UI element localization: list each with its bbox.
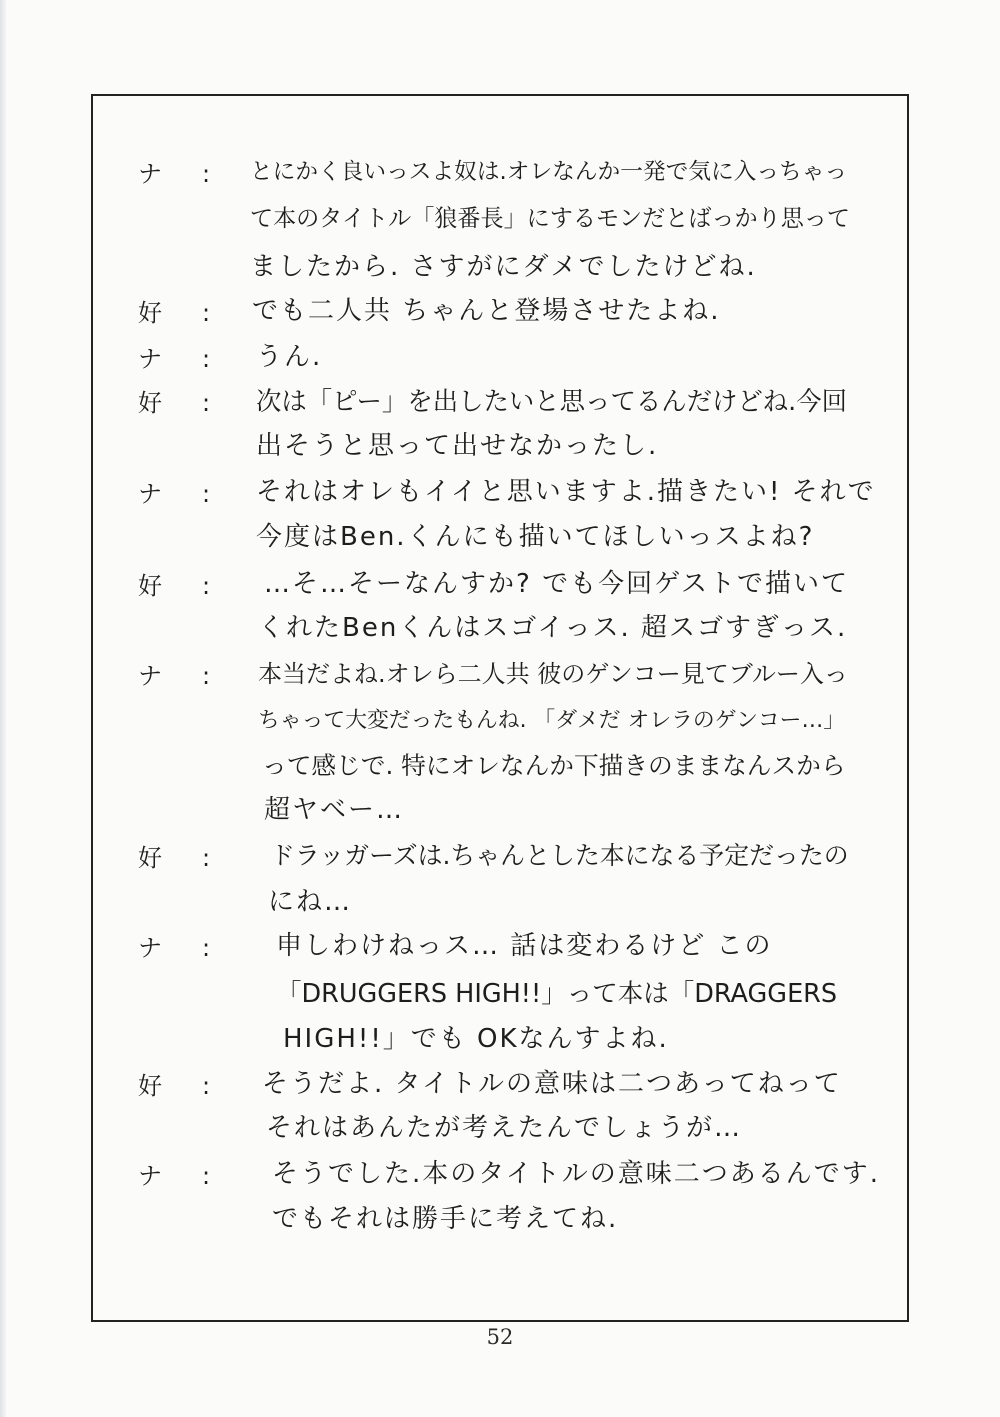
- dialogue-line: って感じで. 特にオレなんか下描きのままなんスから: [262, 751, 846, 780]
- dialogue-line: にね…: [268, 887, 353, 917]
- speaker-label: ナ: [138, 662, 162, 690]
- dialogue-line: 出そうと思って出せなかったし.: [256, 431, 659, 461]
- dialogue-line: …そ…そーなんすか? でも今回ゲストで描いて: [264, 569, 850, 599]
- dialogue-line: て本のタイトル「狼番長」にするモンだとばっかり思って: [250, 206, 850, 232]
- speaker-colon: :: [202, 844, 211, 872]
- speaker-colon: :: [202, 345, 211, 373]
- speaker-label: 好: [138, 1072, 162, 1100]
- speaker-label: ナ: [138, 934, 162, 962]
- dialogue-line: うん.: [256, 342, 323, 372]
- speaker-colon: :: [202, 389, 211, 417]
- speaker-label: ナ: [138, 1162, 162, 1190]
- speaker-colon: :: [202, 1162, 211, 1190]
- speaker-colon: :: [202, 662, 211, 690]
- dialogue-line: でも二人共 ちゃんと登場させたよね.: [252, 296, 721, 326]
- dialogue-line: ドラッガーズは.ちゃんとした本になる予定だったの: [270, 841, 849, 870]
- page-number: 52: [486, 1325, 514, 1349]
- dialogue-line: そうだよ. タイトルの意味は二つあってねって: [262, 1069, 842, 1099]
- dialogue-line: そうでした.本のタイトルの意味二つあるんです.: [272, 1159, 881, 1189]
- speaker-label: ナ: [138, 160, 162, 188]
- speaker-label: 好: [138, 299, 162, 327]
- dialogue-line: 超ヤベー…: [264, 795, 405, 825]
- dialogue-line: 今度はBen.くんにも描いてほしいっスよね?: [256, 522, 815, 552]
- dialogue-line: 申しわけねっス… 話は変わるけど この: [276, 931, 773, 961]
- speaker-label: 好: [138, 389, 162, 417]
- dialogue-line: HIGH!!」でも OKなんすよね.: [283, 1024, 669, 1054]
- dialogue-line: それはオレもイイと思いますよ.描きたい! それで: [256, 477, 876, 507]
- speaker-colon: :: [202, 934, 211, 962]
- dialogue-line: 次は「ピー」を出したいと思ってるんだけどね.今回: [256, 386, 848, 416]
- dialogue-line: 本当だよね.オレら二人共 彼のゲンコー見てブルー入っ: [258, 660, 848, 688]
- speaker-label: ナ: [138, 480, 162, 508]
- speaker-label: ナ: [138, 345, 162, 373]
- dialogue-line: とにかく良いっスよ奴は.オレなんか一発で気に入っちゃっ: [250, 159, 848, 185]
- speaker-label: 好: [138, 844, 162, 872]
- speaker-colon: :: [202, 299, 211, 327]
- dialogue-line: くれたBenくんはスゴイっス. 超スゴすぎっス.: [258, 613, 848, 643]
- dialogue-line: でもそれは勝手に考えてね.: [272, 1204, 619, 1234]
- speaker-colon: :: [202, 1072, 211, 1100]
- dialogue-line: ましたから. さすがにダメでしたけどね.: [250, 252, 757, 282]
- dialogue-line: ちゃって大変だったもんね. 「ダメだ オレラのゲンコー…」: [258, 708, 846, 733]
- speaker-colon: :: [202, 160, 211, 188]
- speaker-label: 好: [138, 572, 162, 600]
- dialogue-line: 「DRUGGERS HIGH!!」って本は「DRAGGERS: [276, 979, 838, 1009]
- speaker-colon: :: [202, 480, 211, 508]
- dialogue-line: それはあんたが考えたんでしょうが…: [266, 1113, 743, 1143]
- speaker-colon: :: [202, 572, 211, 600]
